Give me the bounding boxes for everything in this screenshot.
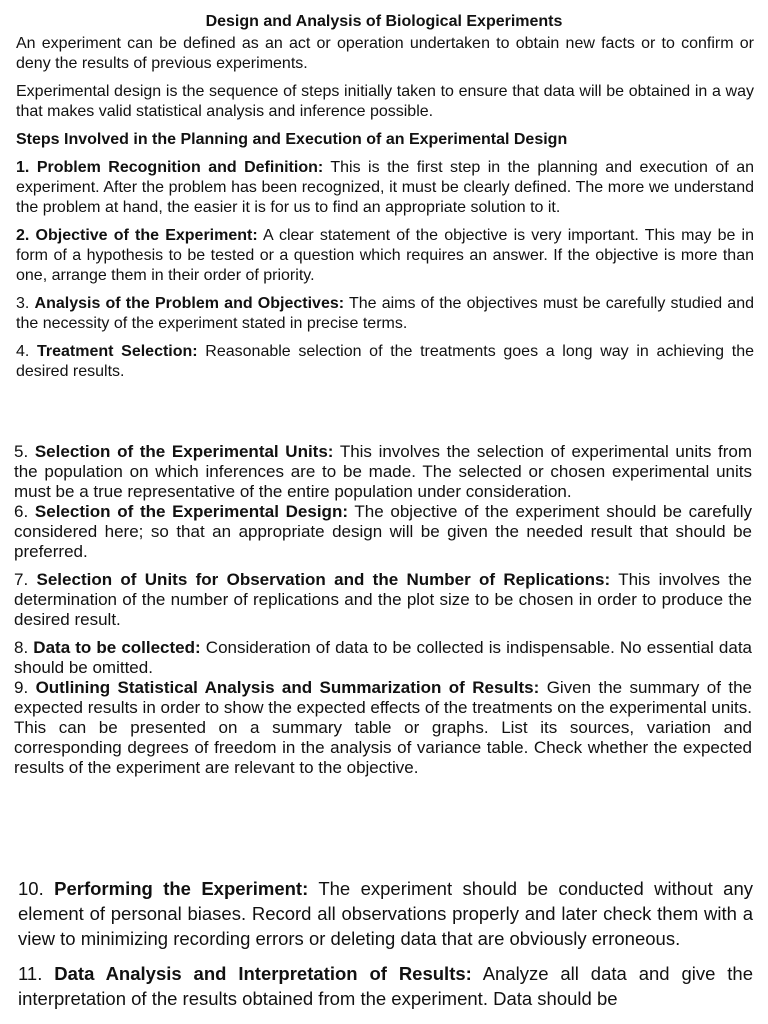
step-title: Performing the Experiment:	[54, 878, 309, 899]
step-number: 9.	[14, 678, 29, 697]
step-title: Treatment Selection:	[37, 343, 198, 360]
intro-paragraph: Experimental design is the sequence of steps initially taken to ensure that data will be obtained in a way that makes valid statistical analysis and inference possible.	[16, 83, 754, 120]
step-text: This involves the determination of the number of replications and the plot size to be chosen in order to produce the desired result.	[14, 570, 752, 629]
slide-section-3	[0, 876, 768, 1011]
step-text: A clear statement of the objective is very important. This may be in form of a hypothesis to be tested or a question which requires an answer. If the objective is more than one, arrange them in their order of priority.	[16, 227, 755, 284]
intro-paragraph: An experiment can be defined as an act or operation undertaken to obtain new facts or to confirm or deny the results of previous experiments.	[16, 35, 754, 72]
step-item	[14, 678, 752, 778]
step-item	[16, 226, 754, 286]
step-item	[14, 570, 752, 630]
step-title: Analysis of the Problem and Objectives:	[34, 295, 345, 312]
step-title: Selection of the Experimental Design:	[34, 502, 348, 521]
step-number: 8.	[14, 638, 29, 657]
step-item	[16, 342, 754, 382]
step-item	[14, 638, 752, 678]
step-text: This is the first step in the planning and execution of an experiment. After the problem has been recognized, it must be clearly defined. The more we understand the problem at hand, the easier it is for us to find an appropriate solution to it.	[16, 159, 754, 216]
step-number: 11.	[18, 963, 43, 984]
step-number: 1.	[16, 159, 30, 176]
step-title: Data to be collected:	[33, 638, 201, 657]
step-item	[14, 442, 752, 502]
step-text: The experiment should be conducted without any element of personal biases. Record all observations properly and later check them with a view to minimizing recording errors or deleting data that are obviously erroneous.	[18, 878, 753, 949]
step-item	[14, 502, 752, 562]
step-number: 3.	[16, 295, 30, 312]
step-text: The aims of the objectives must be carefully studied and the necessity of the experiment stated in precise terms.	[16, 295, 754, 332]
step-number: 4.	[16, 343, 30, 360]
step-title: Data Analysis and Interpretation of Results:	[54, 963, 472, 984]
step-title: Selection of the Experimental Units:	[34, 442, 334, 461]
step-number: 6.	[14, 502, 29, 521]
step-text: The objective of the experiment should be carefully considered here; so that an appropriate design will be given the needed result that should be preferred.	[14, 502, 752, 561]
step-title: Objective of the Experiment:	[35, 227, 258, 244]
step-item	[18, 961, 753, 1011]
step-number: 10.	[18, 878, 44, 899]
step-item	[16, 294, 754, 334]
step-text: Reasonable selection of the treatments goes a long way in achieving the desired results.	[16, 343, 754, 380]
step-text: Consideration of data to be collected is indispensable. No essential data should be omitted.	[14, 638, 752, 677]
step-item	[18, 876, 753, 951]
step-text: Analyze all data and give the interpretation of the results obtained from the experiment. Data should be	[18, 963, 754, 1009]
slide-section-2	[0, 442, 768, 778]
step-title: Problem Recognition and Definition:	[36, 159, 324, 176]
steps-heading: Steps Involved in the Planning and Execution of an Experimental Design	[16, 131, 568, 148]
step-item	[16, 158, 754, 218]
step-text: Given the summary of the expected results in order to show the expected effects of the treatments on the experimental units. This can be presented on a summary table or graphs. List its sources, variation and corresponding degrees of freedom in the analysis of variance table. Check whether the expected results of the experiment are relevant to the objective.	[14, 678, 752, 777]
step-title: Outlining Statistical Analysis and Summarization of Results:	[35, 678, 540, 697]
step-number: 5.	[14, 442, 29, 461]
step-number: 7.	[14, 570, 29, 589]
step-number: 2.	[16, 227, 30, 244]
step-title: Selection of Units for Observation and the Number of Replications:	[36, 570, 611, 589]
slide-section-1	[0, 10, 768, 382]
document-title: Design and Analysis of Biological Experiments	[205, 13, 563, 30]
step-text: This involves the selection of experimental units from the population on which inferences are to be made. The selected or chosen experimental units must be a true representative of the entire population under consideration.	[14, 442, 752, 501]
